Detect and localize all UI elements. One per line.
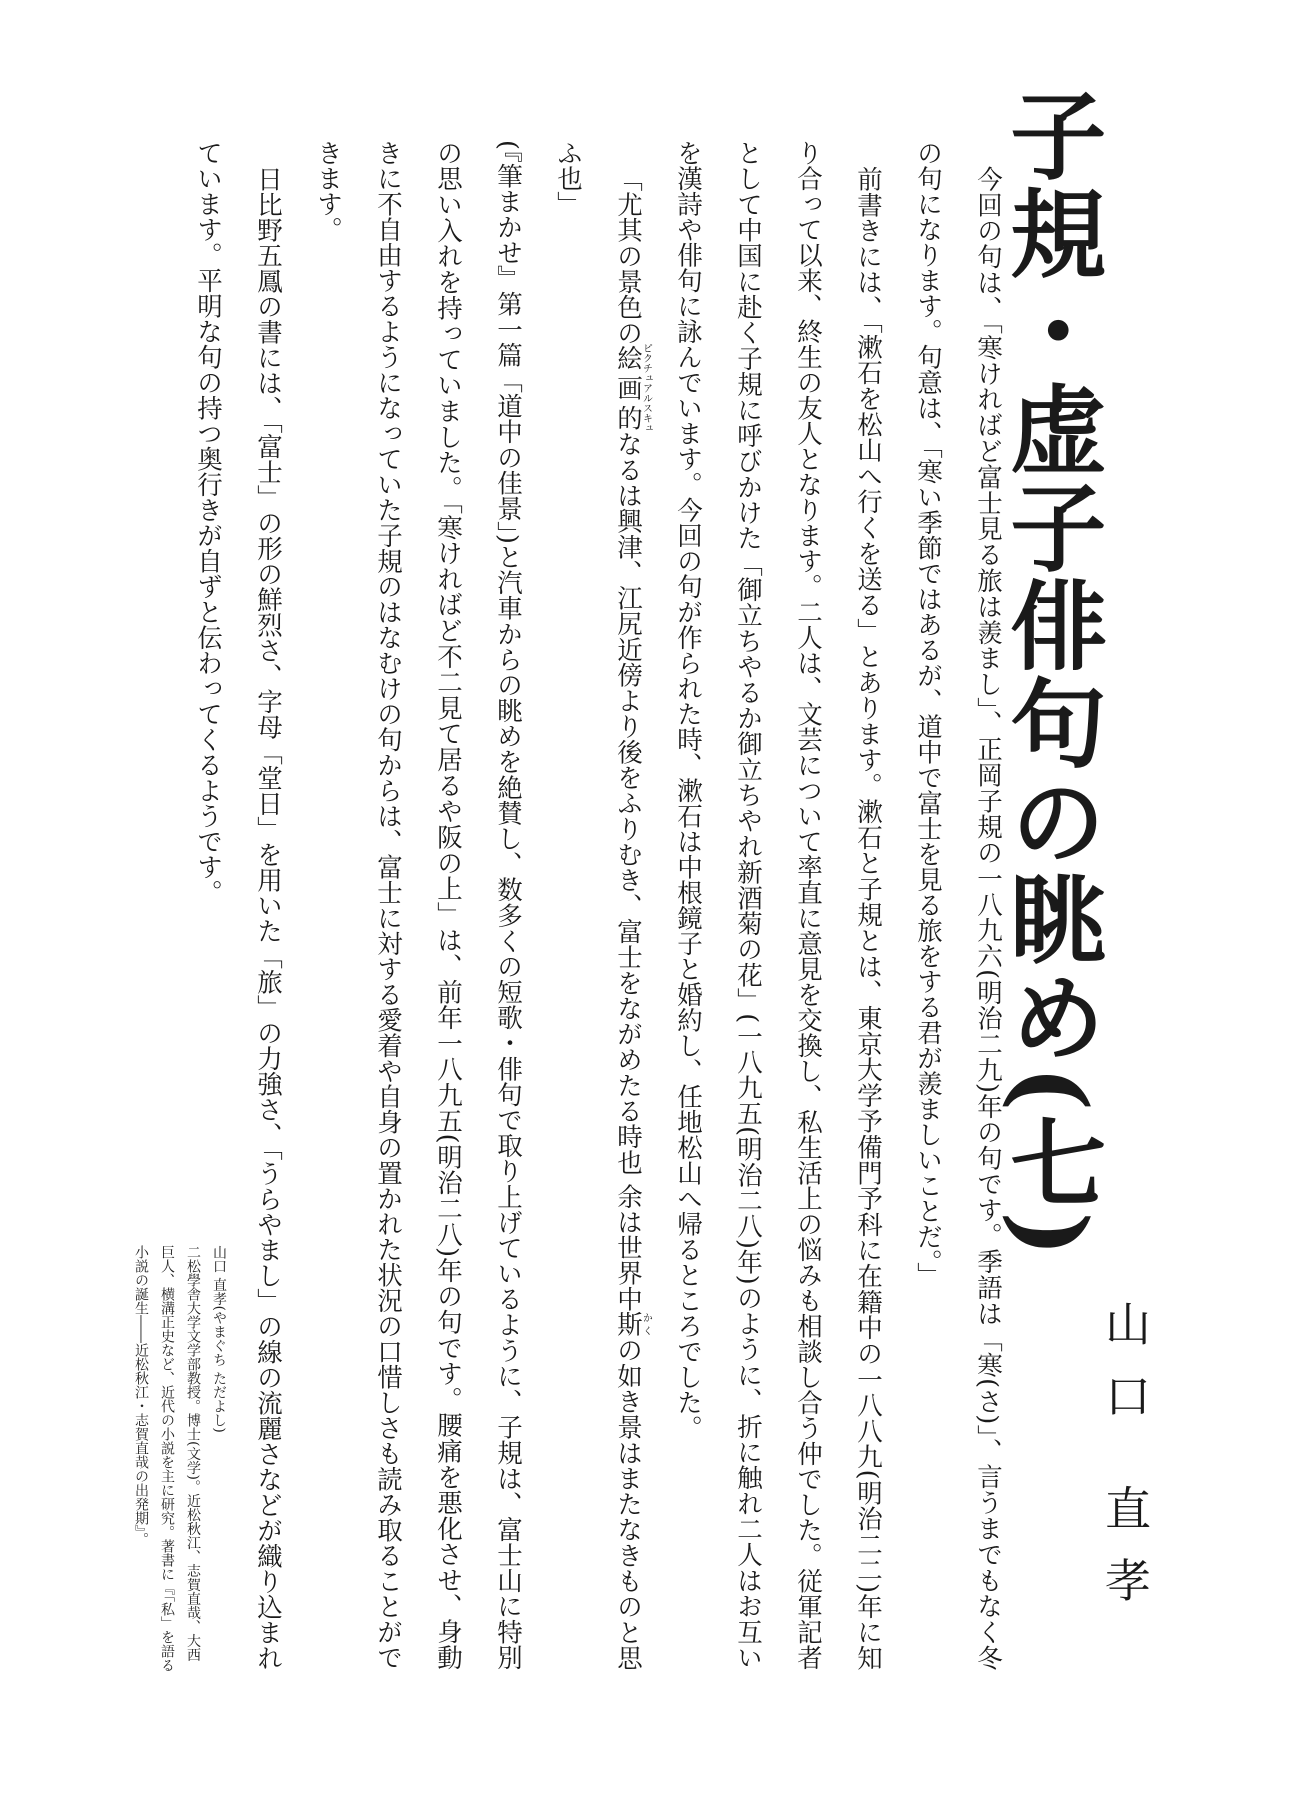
ruby-base-kaku: 斯 [613,1311,643,1337]
ruby-pictorial [613,342,652,433]
bio-name: 山口 直孝(やまぐち ただよし) [211,1245,227,1433]
bio-detail: 二松學舎大学文学部教授。博士(文学)。近松秋江、志賀直哉、大西巨人、横溝正史など、近代の小説を主に研究。著書に『「私」を語る小説の誕生――近松秋江・志賀直哉の出発期』。 [133,1245,201,1672]
quote-part-2: なるは興津、江尻近傍より後をふりむき、富士をながめたる時也 余は世界中 [613,430,643,1312]
paragraph-3: (『筆まかせ』第一篇「道中の佳景」)と汽車からの眺めを絶賛し、数多くの短歌・俳句で取り上げているように、子規は、富士山に特別の思い入れを持っていました。「寒ければど不二見て居るや阪の上」は、前年一八九五(明治二八)年の句です。腰痛を悪化させ、身動きに不自由するようになっていた子規のはなむけの句からは、富士に対する愛着や自身の置かれた状況の口惜しさも読み取ることができます。 [313,140,523,1670]
author-bio [128,1245,232,1675]
quote-part-1: 「尤其の景色の [613,165,643,346]
quote-paragraph [538,140,658,1670]
quote-part-3: の如き景はまたなきものと思ふ也」 [553,140,643,1671]
ruby-kaku [613,1311,652,1337]
article-author: 山口 直孝 [1098,1300,1152,1629]
paragraph-4: 日比野五鳳の書には、「富士」の形の鮮烈さ、字母「堂日」を用いた「旅」の力強さ、「うらやまし」の線の流麗さなどが織り込まれています。平明な句の持つ奥行きが自ずと伝わってくるようです。 [193,140,283,1670]
ruby-text-kaku: かく [640,1311,652,1337]
ruby-base-pictorial: 絵画的 [613,342,643,433]
article-title: 子規・虚子俳句の眺め(七) [994,86,1108,1259]
paragraph-2: 前書きには、「漱石を松山へ行くを送る」とあります。漱石と子規とは、東京大学予備門予科に在籍中の一八八九(明治二二)年に知り合って以来、終生の友人となります。二人は、文芸について率直に意見を交換し、私生活上の悩みも相談し合う仲でした。従軍記者として中国に赴く子規に呼びかけた「御立ちやるか御立ちやれ新酒菊の花」(一八九五(明治二八)年)のように、折に触れ二人はお互いを漢詩や俳句に詠んでいます。今回の句が作られた時、漱石は中根鏡子と婚約し、任地松山へ帰るところでした。 [673,140,883,1670]
ruby-text-pictorial: ピクチュアルスキュ [640,342,652,433]
article-body [178,140,1018,1670]
paragraph-1: 今回の句は、「寒ければど富士見る旅は羨まし」、正岡子規の一八九六(明治二九)年の句です。季語は「寒(さ)」、言うまでもなく冬の句になります。句意は、「寒い季節ではあるが、道中で富士を見る旅をする君が羨ましいことだ。」 [913,140,1003,1670]
